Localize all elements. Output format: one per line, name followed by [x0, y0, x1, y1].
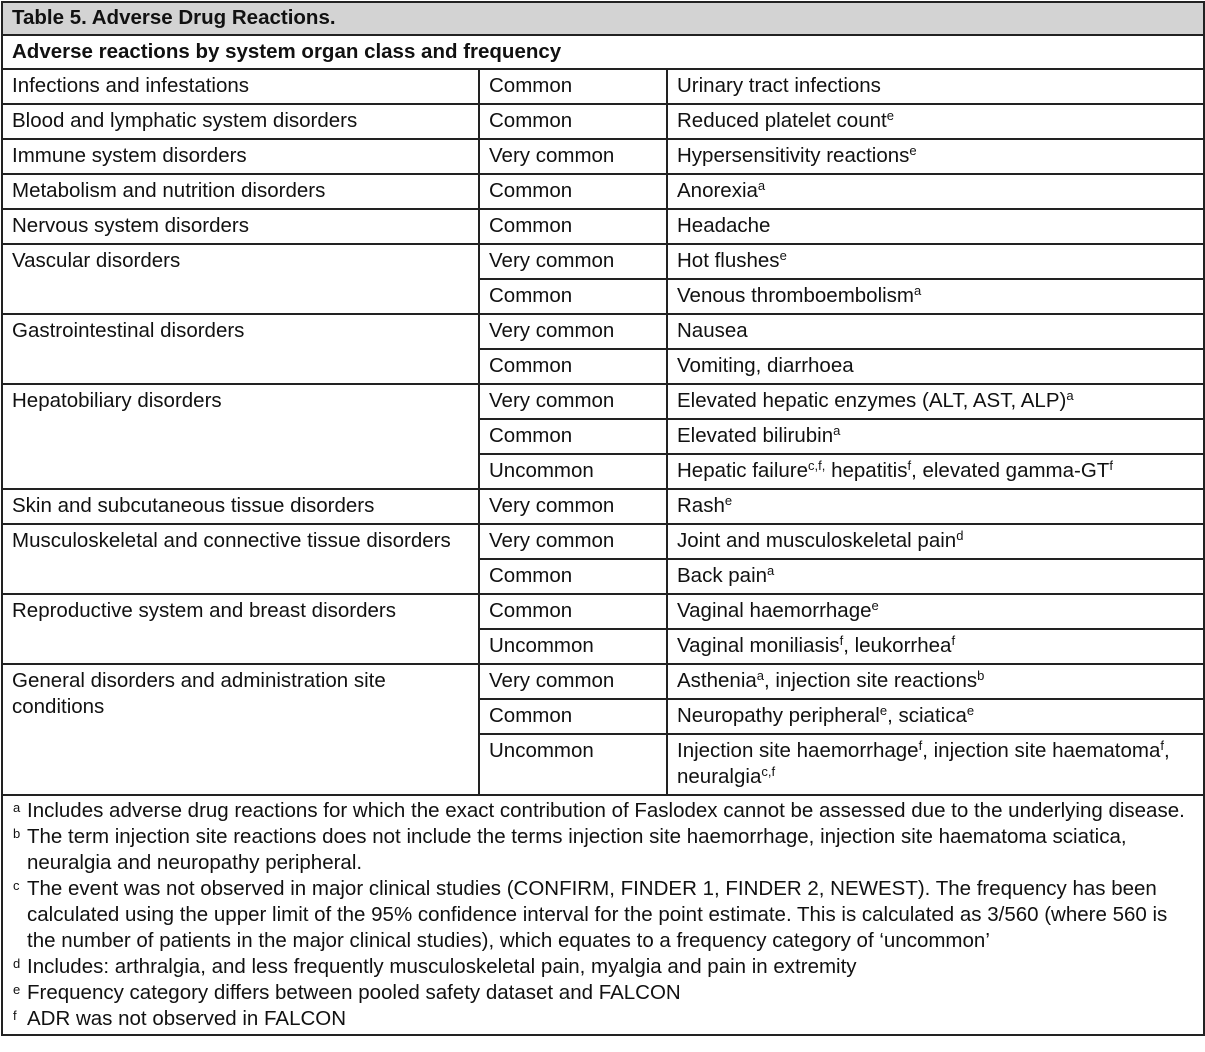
footnote: [12, 980, 1194, 1006]
adverse-reaction-cell: [667, 454, 1204, 489]
adverse-reaction-cell: [667, 594, 1204, 629]
footnote-mark: d: [13, 956, 21, 971]
reaction-text: , injection site reactions: [764, 669, 978, 692]
adverse-reaction-cell: [667, 559, 1204, 594]
footnote-mark: e: [13, 982, 21, 997]
footnote-text: The event was not observed in major clinical studies (CONFIRM, FINDER 1, FINDER 2, NEWEST). The frequency has been calculated using the upper limit of the 95% confidence interval for the point estimate. This is calculated as 3/560 (where 560 is the number of patients in the major clinical studies), which equates to a frequency category of ‘uncommon’: [27, 877, 1168, 952]
footnote-marker: e: [886, 108, 894, 123]
footnote-marker: e: [871, 598, 879, 613]
footnote-text: Includes: arthralgia, and less frequently musculoskeletal pain, myalgia and pain in extremity: [27, 955, 857, 978]
table-row: [2, 384, 1204, 419]
table-row: [2, 174, 1204, 209]
table-title: Table 5. Adverse Drug Reactions.: [2, 2, 1204, 35]
title-row: [2, 2, 1204, 35]
reaction-text: Elevated bilirubin: [677, 424, 834, 447]
footnote-marker: b: [977, 668, 985, 683]
table-row: [2, 244, 1204, 279]
frequency-cell: Uncommon: [479, 629, 667, 664]
reaction-text: hepatitis: [825, 459, 908, 482]
reaction-text: Elevated hepatic enzymes (ALT, AST, ALP): [677, 389, 1067, 412]
footnote-marker: d: [956, 528, 964, 543]
system-organ-class-cell: Infections and infestations: [2, 69, 479, 104]
frequency-cell: Very common: [479, 244, 667, 279]
footnote-mark: c: [13, 878, 20, 893]
reaction-text: Vaginal moniliasis: [677, 634, 840, 657]
adverse-reaction-cell: [667, 349, 1204, 384]
table-row: [2, 314, 1204, 349]
footnote-marker: f: [918, 738, 923, 753]
footnote-marker: e: [724, 493, 733, 508]
reaction-text: Vaginal haemorrhage: [677, 599, 872, 622]
frequency-cell: Very common: [479, 139, 667, 174]
footnote-marker: f: [951, 633, 956, 648]
adverse-reaction-cell: [667, 69, 1204, 104]
table-body: [2, 2, 1204, 1035]
adverse-reaction-cell: [667, 174, 1204, 209]
adverse-reaction-cell: [667, 314, 1204, 349]
frequency-cell: Very common: [479, 664, 667, 699]
footnote-marker: e: [966, 703, 975, 718]
system-organ-class-cell: Metabolism and nutrition disorders: [2, 174, 479, 209]
footnote-marker: e: [879, 703, 888, 718]
adverse-reactions-table-container: [1, 1, 1203, 1036]
footnote-marker: a: [756, 668, 765, 683]
system-organ-class-cell: Hepatobiliary disorders: [2, 384, 479, 489]
reaction-text: Hypersensitivity reactions: [677, 144, 910, 167]
system-organ-class-cell: Reproductive system and breast disorders: [2, 594, 479, 664]
footnote-mark: b: [13, 826, 21, 841]
footnote-marker: a: [757, 178, 766, 193]
reaction-text: Rash: [677, 494, 725, 517]
table-row: [2, 594, 1204, 629]
subtitle-row: [2, 35, 1204, 69]
footnote-marker: a: [1066, 388, 1074, 403]
footnote-mark: f: [13, 1008, 17, 1023]
system-organ-class-cell: Nervous system disorders: [2, 209, 479, 244]
reaction-text: Nausea: [677, 319, 748, 342]
system-organ-class-cell: Musculoskeletal and connective tissue disorders: [2, 524, 479, 594]
footnotes-cell: [2, 795, 1204, 1035]
frequency-cell: Common: [479, 174, 667, 209]
frequency-cell: Common: [479, 69, 667, 104]
adverse-reaction-cell: [667, 244, 1204, 279]
frequency-cell: Common: [479, 559, 667, 594]
system-organ-class-cell: Skin and subcutaneous tissue disorders: [2, 489, 479, 524]
reaction-text: Anorexia: [677, 179, 758, 202]
reaction-text: Urinary tract infections: [677, 74, 881, 97]
footnote: [12, 798, 1194, 824]
adverse-reaction-cell: [667, 279, 1204, 314]
frequency-cell: Common: [479, 104, 667, 139]
frequency-cell: Common: [479, 699, 667, 734]
footnote-marker: f: [839, 633, 844, 648]
reaction-text: , neuralgia: [677, 739, 1170, 788]
adverse-reaction-cell: [667, 629, 1204, 664]
footnote-marker: f: [1109, 458, 1113, 473]
reaction-text: Injection site haemorrhage: [677, 739, 919, 762]
footnote-marker: c,f: [761, 764, 776, 779]
system-organ-class-cell: Blood and lymphatic system disorders: [2, 104, 479, 139]
footnote-marker: f: [907, 458, 912, 473]
system-organ-class-cell: General disorders and administration site conditions: [2, 664, 479, 795]
table-row: [2, 69, 1204, 104]
reaction-text: Neuropathy peripheral: [677, 704, 880, 727]
adverse-reaction-cell: [667, 699, 1204, 734]
frequency-cell: Common: [479, 349, 667, 384]
reaction-text: Hot flushes: [677, 249, 780, 272]
table-row: [2, 139, 1204, 174]
adverse-reactions-table: [1, 1, 1205, 1036]
frequency-cell: Very common: [479, 384, 667, 419]
adverse-reaction-cell: [667, 664, 1204, 699]
frequency-cell: Common: [479, 419, 667, 454]
reaction-text: Reduced platelet count: [677, 109, 887, 132]
footnotes-row: [2, 795, 1204, 1035]
footnote-marker: e: [909, 143, 917, 158]
frequency-cell: Very common: [479, 524, 667, 559]
frequency-cell: Uncommon: [479, 734, 667, 795]
reaction-text: , elevated gamma-GT: [911, 459, 1110, 482]
footnote: [12, 824, 1194, 876]
footnote-marker: f: [1160, 738, 1164, 753]
reaction-text: Headache: [677, 214, 771, 237]
table-row: [2, 104, 1204, 139]
table-row: [2, 489, 1204, 524]
reaction-text: Back pain: [677, 564, 768, 587]
adverse-reaction-cell: [667, 384, 1204, 419]
reaction-text: Joint and musculoskeletal pain: [677, 529, 957, 552]
footnote-marker: a: [914, 283, 922, 298]
table-row: [2, 524, 1204, 559]
footnote-marker: a: [833, 423, 841, 438]
table-row: [2, 209, 1204, 244]
reaction-text: Hepatic failure: [677, 459, 809, 482]
footnote-text: Includes adverse drug reactions for which the exact contribution of Faslodex cannot be assessed due to the underlying disease.: [27, 799, 1185, 822]
footnote-text: ADR was not observed in FALCON: [27, 1007, 347, 1030]
footnote-text: The term injection site reactions does not include the terms injection site haemorrhage, injection site haematoma sciatica, neuralgia and neuropathy peripheral.: [27, 825, 1127, 874]
reaction-text: Venous thromboembolism: [677, 284, 915, 307]
adverse-reaction-cell: [667, 419, 1204, 454]
adverse-reaction-cell: [667, 209, 1204, 244]
system-organ-class-cell: Vascular disorders: [2, 244, 479, 314]
footnote: [12, 954, 1194, 980]
footnote-mark: a: [13, 800, 21, 815]
frequency-cell: Common: [479, 279, 667, 314]
reaction-text: , sciatica: [887, 704, 967, 727]
footnote-marker: e: [779, 248, 787, 263]
footnote: [12, 876, 1194, 954]
system-organ-class-cell: Gastrointestinal disorders: [2, 314, 479, 384]
frequency-cell: Very common: [479, 489, 667, 524]
frequency-cell: Very common: [479, 314, 667, 349]
table-subtitle: Adverse reactions by system organ class and frequency: [2, 35, 1204, 69]
adverse-reaction-cell: [667, 524, 1204, 559]
frequency-cell: Uncommon: [479, 454, 667, 489]
frequency-cell: Common: [479, 594, 667, 629]
footnote: [12, 1006, 1194, 1032]
reaction-text: , injection site haematoma: [922, 739, 1161, 762]
adverse-reaction-cell: [667, 489, 1204, 524]
table-row: [2, 664, 1204, 699]
footnote-marker: c,f,: [808, 458, 826, 473]
reaction-text: Asthenia: [677, 669, 757, 692]
reaction-text: , leukorrhea: [843, 634, 952, 657]
reaction-text: Vomiting, diarrhoea: [677, 354, 854, 377]
system-organ-class-cell: Immune system disorders: [2, 139, 479, 174]
frequency-cell: Common: [479, 209, 667, 244]
adverse-reaction-cell: [667, 734, 1204, 795]
adverse-reaction-cell: [667, 139, 1204, 174]
adverse-reaction-cell: [667, 104, 1204, 139]
footnote-text: Frequency category differs between pooled safety dataset and FALCON: [27, 981, 681, 1004]
footnote-marker: a: [767, 563, 775, 578]
